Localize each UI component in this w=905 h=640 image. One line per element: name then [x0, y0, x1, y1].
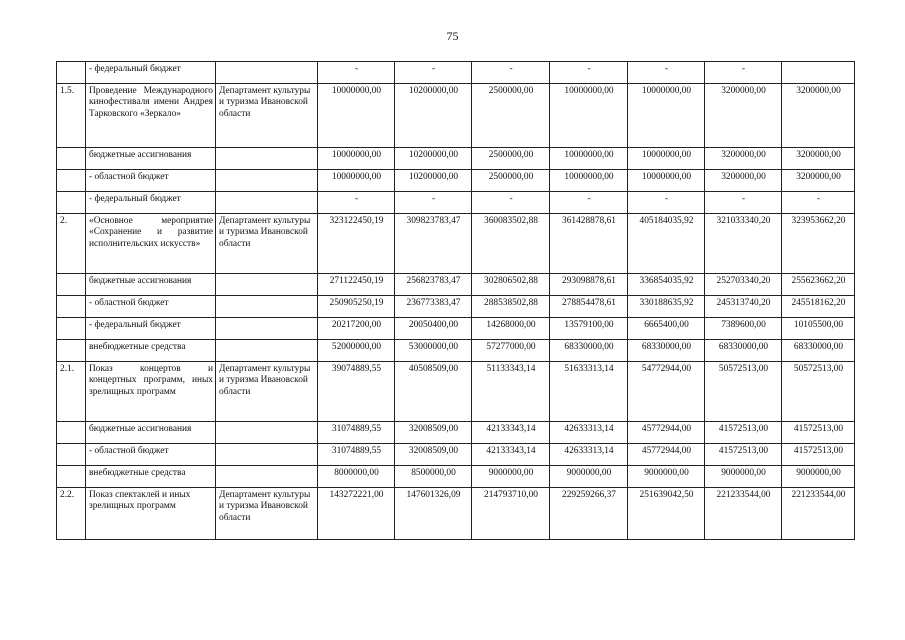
- value-cell: 229259266,37: [550, 488, 628, 540]
- value-cell: 41572513,00: [705, 422, 782, 444]
- row-index: [57, 192, 86, 214]
- value-cell: 53000000,00: [395, 340, 472, 362]
- value-cell: -: [318, 192, 395, 214]
- value-cell: 41572513,00: [705, 444, 782, 466]
- value-cell: 2500000,00: [472, 84, 550, 148]
- row-name: бюджетные ассигнования: [86, 274, 216, 296]
- value-cell: [782, 62, 855, 84]
- row-name: - федеральный бюджет: [86, 62, 216, 84]
- row-index: [57, 148, 86, 170]
- value-cell: 3200000,00: [705, 84, 782, 148]
- value-cell: 288538502,88: [472, 296, 550, 318]
- value-cell: 10000000,00: [318, 148, 395, 170]
- value-cell: 323122450,19: [318, 214, 395, 274]
- value-cell: 10000000,00: [550, 170, 628, 192]
- row-executor: [216, 318, 318, 340]
- row-index: [57, 422, 86, 444]
- value-cell: -: [395, 62, 472, 84]
- row-name: внебюджетные средства: [86, 340, 216, 362]
- value-cell: 278854478,61: [550, 296, 628, 318]
- row-executor: [216, 422, 318, 444]
- value-cell: 68330000,00: [628, 340, 705, 362]
- row-index: [57, 274, 86, 296]
- value-cell: 10000000,00: [318, 84, 395, 148]
- row-executor: [216, 192, 318, 214]
- row-name: - областной бюджет: [86, 170, 216, 192]
- value-cell: 3200000,00: [782, 148, 855, 170]
- row-name: - федеральный бюджет: [86, 192, 216, 214]
- row-executor: [216, 148, 318, 170]
- value-cell: 9000000,00: [472, 466, 550, 488]
- row-name: бюджетные ассигнования: [86, 422, 216, 444]
- value-cell: 271122450,19: [318, 274, 395, 296]
- row-executor: [216, 296, 318, 318]
- value-cell: 8500000,00: [395, 466, 472, 488]
- row-executor: Департамент культуры и туризма Ивановской области: [216, 84, 318, 148]
- value-cell: -: [705, 62, 782, 84]
- value-cell: 293098878,61: [550, 274, 628, 296]
- row-name: Показ концертов и концертных программ, иных зрелищных программ: [86, 362, 216, 422]
- value-cell: 3200000,00: [705, 148, 782, 170]
- value-cell: -: [395, 192, 472, 214]
- row-index: [57, 296, 86, 318]
- row-name: - областной бюджет: [86, 444, 216, 466]
- table-row: [57, 170, 855, 192]
- value-cell: 10000000,00: [318, 170, 395, 192]
- value-cell: 10000000,00: [628, 170, 705, 192]
- table-row: [57, 296, 855, 318]
- row-index: [57, 62, 86, 84]
- value-cell: 147601326,09: [395, 488, 472, 540]
- value-cell: 323953662,20: [782, 214, 855, 274]
- table-row: [57, 274, 855, 296]
- row-index: [57, 340, 86, 362]
- row-executor: Департамент культуры и туризма Ивановской области: [216, 214, 318, 274]
- row-index: 2.: [57, 214, 86, 274]
- row-executor: [216, 274, 318, 296]
- row-index: 2.1.: [57, 362, 86, 422]
- value-cell: 42133343,14: [472, 444, 550, 466]
- value-cell: 31074889,55: [318, 444, 395, 466]
- value-cell: 2500000,00: [472, 148, 550, 170]
- table-row: [57, 318, 855, 340]
- value-cell: 3200000,00: [705, 170, 782, 192]
- value-cell: 255623662,20: [782, 274, 855, 296]
- value-cell: 10000000,00: [628, 148, 705, 170]
- value-cell: 10200000,00: [395, 170, 472, 192]
- value-cell: -: [628, 192, 705, 214]
- value-cell: 250905250,19: [318, 296, 395, 318]
- table-row: [57, 466, 855, 488]
- row-executor: [216, 170, 318, 192]
- value-cell: 360083502,88: [472, 214, 550, 274]
- value-cell: 143272221,00: [318, 488, 395, 540]
- value-cell: 256823783,47: [395, 274, 472, 296]
- value-cell: 42633313,14: [550, 422, 628, 444]
- row-executor: [216, 62, 318, 84]
- value-cell: 9000000,00: [782, 466, 855, 488]
- value-cell: 68330000,00: [782, 340, 855, 362]
- value-cell: -: [550, 62, 628, 84]
- row-name: «Основное мероприятие «Сохранение и развитие исполнительских искусств»: [86, 214, 216, 274]
- value-cell: 68330000,00: [550, 340, 628, 362]
- value-cell: 10200000,00: [395, 84, 472, 148]
- table-row: [57, 444, 855, 466]
- value-cell: 20217200,00: [318, 318, 395, 340]
- table-row: [57, 148, 855, 170]
- value-cell: 50572513,00: [782, 362, 855, 422]
- value-cell: 336854035,92: [628, 274, 705, 296]
- value-cell: 361428878,61: [550, 214, 628, 274]
- value-cell: 57277000,00: [472, 340, 550, 362]
- value-cell: 214793710,00: [472, 488, 550, 540]
- value-cell: -: [782, 192, 855, 214]
- value-cell: 3200000,00: [782, 170, 855, 192]
- value-cell: 321033340,20: [705, 214, 782, 274]
- row-index: [57, 318, 86, 340]
- value-cell: 13579100,00: [550, 318, 628, 340]
- value-cell: -: [472, 62, 550, 84]
- value-cell: -: [628, 62, 705, 84]
- value-cell: 245518162,20: [782, 296, 855, 318]
- value-cell: 6665400,00: [628, 318, 705, 340]
- budget-table: [56, 61, 855, 540]
- value-cell: 252703340,20: [705, 274, 782, 296]
- value-cell: 41572513,00: [782, 422, 855, 444]
- value-cell: 32008509,00: [395, 422, 472, 444]
- value-cell: -: [472, 192, 550, 214]
- value-cell: 9000000,00: [705, 466, 782, 488]
- table-row: [57, 62, 855, 84]
- value-cell: 32008509,00: [395, 444, 472, 466]
- row-executor: Департамент культуры и туризма Ивановской области: [216, 362, 318, 422]
- value-cell: 9000000,00: [550, 466, 628, 488]
- value-cell: 45772944,00: [628, 422, 705, 444]
- value-cell: 40508509,00: [395, 362, 472, 422]
- value-cell: 31074889,55: [318, 422, 395, 444]
- row-name: бюджетные ассигнования: [86, 148, 216, 170]
- value-cell: 10000000,00: [628, 84, 705, 148]
- value-cell: 20050400,00: [395, 318, 472, 340]
- value-cell: 330188635,92: [628, 296, 705, 318]
- row-executor: [216, 340, 318, 362]
- row-name: внебюджетные средства: [86, 466, 216, 488]
- row-executor: [216, 466, 318, 488]
- row-executor: [216, 444, 318, 466]
- row-index: 1.5.: [57, 84, 86, 148]
- value-cell: 54772944,00: [628, 362, 705, 422]
- value-cell: 42133343,14: [472, 422, 550, 444]
- row-index: [57, 444, 86, 466]
- row-name: Показ спектаклей и иных зрелищных программ: [86, 488, 216, 540]
- value-cell: 68330000,00: [705, 340, 782, 362]
- row-index: [57, 170, 86, 192]
- value-cell: 2500000,00: [472, 170, 550, 192]
- value-cell: -: [705, 192, 782, 214]
- value-cell: 42633313,14: [550, 444, 628, 466]
- row-executor: Департамент культуры и туризма Ивановской области: [216, 488, 318, 540]
- table-row: [57, 488, 855, 540]
- value-cell: 10000000,00: [550, 84, 628, 148]
- value-cell: -: [318, 62, 395, 84]
- value-cell: 3200000,00: [782, 84, 855, 148]
- row-name: - федеральный бюджет: [86, 318, 216, 340]
- table-row: [57, 362, 855, 422]
- value-cell: 302806502,88: [472, 274, 550, 296]
- value-cell: 50572513,00: [705, 362, 782, 422]
- value-cell: 14268000,00: [472, 318, 550, 340]
- row-name: Проведение Международного кинофестиваля имени Андрея Тарковского «Зеркало»: [86, 84, 216, 148]
- table-row: [57, 192, 855, 214]
- value-cell: 10000000,00: [550, 148, 628, 170]
- value-cell: 41572513,00: [782, 444, 855, 466]
- value-cell: 309823783,47: [395, 214, 472, 274]
- row-index: 2.2.: [57, 488, 86, 540]
- page-number: 75: [446, 29, 459, 43]
- row-name: - областной бюджет: [86, 296, 216, 318]
- table-row: [57, 214, 855, 274]
- value-cell: 221233544,00: [705, 488, 782, 540]
- value-cell: 39074889,55: [318, 362, 395, 422]
- table-row: [57, 84, 855, 148]
- value-cell: 51633313,14: [550, 362, 628, 422]
- row-index: [57, 466, 86, 488]
- table-row: [57, 422, 855, 444]
- value-cell: 45772944,00: [628, 444, 705, 466]
- value-cell: 10105500,00: [782, 318, 855, 340]
- value-cell: 251639042,50: [628, 488, 705, 540]
- value-cell: -: [550, 192, 628, 214]
- value-cell: 9000000,00: [628, 466, 705, 488]
- table-row: [57, 340, 855, 362]
- value-cell: 8000000,00: [318, 466, 395, 488]
- value-cell: 52000000,00: [318, 340, 395, 362]
- value-cell: 236773383,47: [395, 296, 472, 318]
- value-cell: 7389600,00: [705, 318, 782, 340]
- value-cell: 10200000,00: [395, 148, 472, 170]
- value-cell: 221233544,00: [782, 488, 855, 540]
- value-cell: 405184035,92: [628, 214, 705, 274]
- value-cell: 51133343,14: [472, 362, 550, 422]
- value-cell: 245313740,20: [705, 296, 782, 318]
